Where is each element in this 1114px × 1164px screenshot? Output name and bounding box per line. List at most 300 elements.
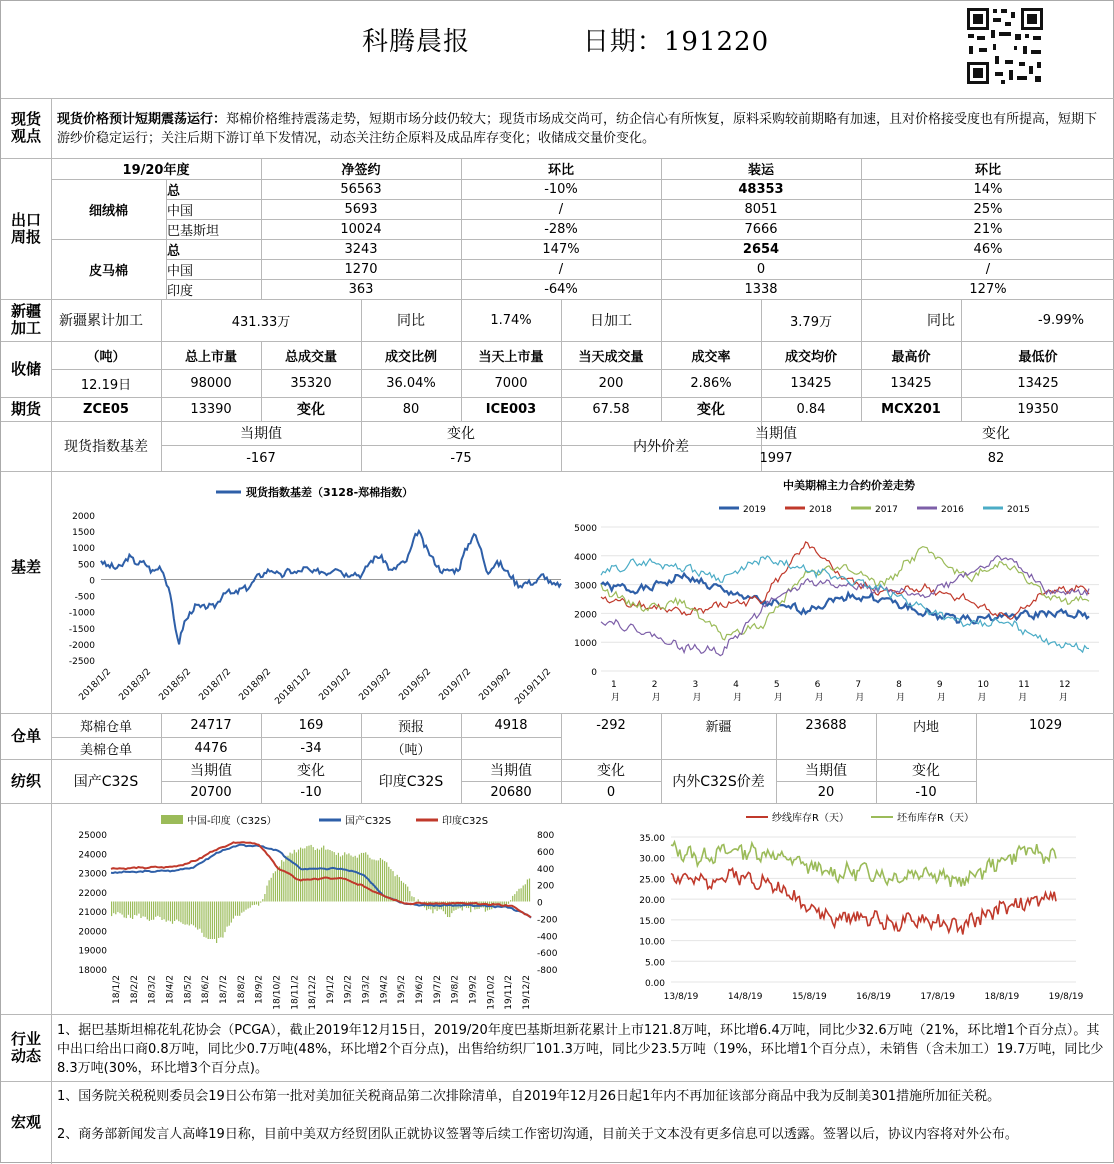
export-shipment: 48353 bbox=[661, 179, 861, 199]
chart3-ytick-right: -400 bbox=[537, 932, 558, 942]
chart3-xtick: 19/9/2 bbox=[469, 975, 479, 1004]
export-shipment: 7666 bbox=[661, 219, 861, 239]
section-industry: 行业 动态 bbox=[1, 1014, 51, 1081]
chart3-bar bbox=[130, 902, 131, 918]
chart3-bar bbox=[151, 902, 152, 920]
chart3-xtick: 19/12/2 bbox=[522, 975, 532, 1010]
export-shipment: 0 bbox=[661, 259, 861, 279]
chart4-xtick: 16/8/19 bbox=[856, 992, 891, 1002]
chart3-bar bbox=[237, 902, 238, 916]
chart3-bar bbox=[390, 869, 391, 901]
chart4-ytick: 25.00 bbox=[639, 875, 665, 885]
chart3-bar bbox=[157, 902, 158, 916]
chart3-bar bbox=[172, 902, 173, 924]
chart3-bar bbox=[199, 902, 200, 929]
chart3-bar bbox=[359, 855, 360, 902]
basis-cur-value: -167 bbox=[161, 445, 361, 471]
export-ship-chg: 25% bbox=[861, 199, 1114, 219]
chart3-bar bbox=[136, 902, 137, 916]
chart3-xtick: 18/2/2 bbox=[130, 975, 140, 1004]
chart1-xtick: 2019/3/2 bbox=[357, 667, 393, 703]
export-header-0: 19/20年度 bbox=[51, 158, 261, 179]
chart2-legend-label: 2019 bbox=[743, 505, 766, 515]
futures-zce-change: 80 bbox=[361, 397, 461, 421]
chart2-ytick: 4000 bbox=[574, 553, 597, 563]
chart1-xtick: 2019/5/2 bbox=[397, 667, 433, 703]
chart3-ytick-left: 22000 bbox=[78, 889, 107, 899]
spin-spread-chg-label: 变化 bbox=[876, 759, 976, 781]
chart3-bar bbox=[134, 902, 135, 916]
chart2-xtick-unit: 月 bbox=[896, 692, 905, 703]
chart3-ytick-right: 200 bbox=[537, 882, 554, 892]
chart3-bar bbox=[407, 887, 408, 902]
chart2-xtick-num: 12 bbox=[1059, 680, 1070, 690]
chart1-legend-label: 现货指数基差（3128-郑棉指数） bbox=[245, 485, 413, 499]
chart3-bar bbox=[170, 902, 171, 922]
qr-code bbox=[965, 6, 1045, 86]
chart4-ytick: 5.00 bbox=[645, 958, 665, 968]
chart3-bar bbox=[313, 847, 314, 901]
chart3-ytick-left: 19000 bbox=[78, 947, 107, 957]
chart3-bar bbox=[147, 902, 148, 920]
section-warrant: 仓单 bbox=[1, 713, 51, 759]
chart3-ytick-right: -800 bbox=[537, 966, 558, 976]
chart3-bar bbox=[245, 902, 246, 910]
chart1-series-line bbox=[101, 531, 561, 645]
chart1-ytick: 2000 bbox=[72, 512, 95, 522]
export-net-chg: / bbox=[461, 199, 661, 219]
chart3-bar bbox=[222, 902, 223, 938]
export-net-chg: -28% bbox=[461, 219, 661, 239]
chart3-bar bbox=[348, 853, 349, 901]
export-group-name: 细绒棉 bbox=[51, 179, 166, 239]
chart2-legend-label: 2015 bbox=[1007, 505, 1030, 515]
chart1-xtick: 2019/11/2 bbox=[513, 667, 553, 707]
chart3-bar bbox=[311, 845, 312, 902]
chart3-bar bbox=[371, 859, 372, 901]
export-net-chg: / bbox=[461, 259, 661, 279]
spread-cur-label: 当期值 bbox=[661, 421, 891, 445]
chart3-xtick: 19/7/2 bbox=[433, 975, 443, 1004]
chart2-xtick-num: 7 bbox=[855, 680, 861, 690]
xj-yoy2-label: 同比 bbox=[861, 299, 1021, 341]
chart3-bar bbox=[353, 857, 354, 902]
chart4-ytick: 20.00 bbox=[639, 896, 665, 906]
chart3-bar bbox=[283, 862, 284, 902]
chart3-bar bbox=[416, 901, 417, 902]
chart3-bar bbox=[523, 886, 524, 902]
chart1-ytick: -2500 bbox=[69, 657, 95, 667]
chart3-bar bbox=[210, 902, 211, 940]
chart3-bar bbox=[392, 871, 393, 901]
chart2-ytick: 1000 bbox=[574, 639, 597, 649]
spot-view-headline: 现货价格预计短期震荡运行： bbox=[57, 112, 226, 127]
chart3-bar bbox=[294, 850, 295, 902]
storage-header-7: 成交均价 bbox=[761, 341, 861, 369]
chart3-xtick: 19/3/2 bbox=[362, 975, 372, 1004]
chart3-bar bbox=[271, 878, 272, 902]
chart3-bar bbox=[321, 848, 322, 902]
chart2-legend-label: 2017 bbox=[875, 505, 898, 515]
chart3-bar bbox=[191, 902, 192, 925]
yarn-price-chart bbox=[71, 807, 581, 1013]
chart4-legend-label: 纱线库存R（天） bbox=[772, 811, 849, 824]
chart3-bar bbox=[411, 896, 412, 901]
chart3-bar bbox=[122, 902, 123, 915]
chart3-bar bbox=[117, 902, 118, 913]
chart1-xtick: 2019/9/2 bbox=[477, 667, 513, 703]
chart1-ytick: 1000 bbox=[72, 544, 95, 554]
chart3-bar bbox=[332, 851, 333, 901]
chart3-bar bbox=[187, 902, 188, 925]
export-row-label: 总 bbox=[167, 239, 261, 259]
chart1-ytick: 0 bbox=[89, 576, 95, 586]
storage-value-5: 200 bbox=[561, 369, 661, 397]
storage-header-1: 总上市量 bbox=[161, 341, 261, 369]
chart3-xtick: 18/9/2 bbox=[255, 975, 265, 1004]
chart2-xtick-num: 4 bbox=[733, 680, 739, 690]
export-shipment: 8051 bbox=[661, 199, 861, 219]
section-spot: 现货 观点 bbox=[1, 98, 51, 158]
spread-label: 内外价差 bbox=[561, 421, 761, 471]
chart3-bar bbox=[521, 888, 522, 901]
chart4-xtick: 19/8/19 bbox=[1049, 992, 1084, 1002]
chart2-xtick-num: 5 bbox=[774, 680, 780, 690]
chart3-bar bbox=[418, 899, 419, 901]
chart3-xtick: 18/1/2 bbox=[112, 975, 122, 1004]
chart4-ytick: 35.00 bbox=[639, 834, 665, 844]
chart3-bar bbox=[143, 902, 144, 917]
chart3-bar bbox=[128, 902, 129, 915]
chart3-bar bbox=[113, 902, 114, 914]
chart3-bar bbox=[203, 902, 204, 937]
export-row-label: 中国 bbox=[167, 259, 261, 279]
chart3-bar bbox=[216, 902, 217, 944]
chart3-bar bbox=[185, 902, 186, 925]
chart3-bar bbox=[413, 897, 414, 901]
storage-header-9: 最低价 bbox=[961, 341, 1114, 369]
chart3-bar bbox=[227, 902, 228, 927]
futures-ice-code: ICE003 bbox=[461, 397, 561, 421]
chart3-bar bbox=[168, 902, 169, 921]
chart3-bar bbox=[264, 894, 265, 902]
chart3-bar bbox=[317, 849, 318, 902]
chart3-xtick: 19/4/2 bbox=[379, 975, 389, 1004]
chart3-legend-label: 中国-印度（C32S） bbox=[187, 814, 277, 827]
chart3-ytick-left: 20000 bbox=[78, 927, 107, 937]
chart3-ytick-left: 24000 bbox=[78, 850, 107, 860]
chart3-bar bbox=[388, 867, 389, 902]
chart1-ytick: 1500 bbox=[72, 528, 95, 538]
chart3-bar bbox=[300, 848, 301, 902]
chart3-bar bbox=[273, 873, 274, 901]
storage-value-1: 98000 bbox=[161, 369, 261, 397]
chart3-bar bbox=[197, 902, 198, 930]
export-ship-chg: / bbox=[861, 259, 1114, 279]
chart3-bar bbox=[214, 902, 215, 940]
chart3-xtick: 18/11/2 bbox=[290, 975, 300, 1010]
xj-yoy-label: 同比 bbox=[361, 299, 461, 341]
export-net-sign: 56563 bbox=[261, 179, 461, 199]
chart3-xtick: 18/10/2 bbox=[272, 975, 282, 1010]
chart2-xtick-unit: 月 bbox=[774, 692, 783, 703]
chart3-bar bbox=[132, 902, 133, 920]
chart3-bar bbox=[233, 902, 234, 919]
chart4-legend-label: 坯布库存R（天） bbox=[897, 811, 974, 824]
chart3-bar bbox=[374, 860, 375, 902]
chart3-bar bbox=[502, 902, 503, 906]
chart3-bar bbox=[111, 902, 112, 917]
chart1-ytick: -1500 bbox=[69, 625, 95, 635]
chart3-bar bbox=[518, 889, 519, 902]
chart3-bar bbox=[401, 881, 402, 902]
chart4-xtick: 13/8/19 bbox=[664, 992, 699, 1002]
chart3-bar bbox=[208, 902, 209, 940]
chart3-ytick-right: 800 bbox=[537, 831, 554, 841]
chart3-bar bbox=[315, 850, 316, 902]
chart3-bar bbox=[201, 902, 202, 933]
futures-mcx-code: MCX201 bbox=[861, 397, 961, 421]
export-ship-chg: 46% bbox=[861, 239, 1114, 259]
storage-header-8: 最高价 bbox=[861, 341, 961, 369]
warrant-r1-4: 4918 bbox=[461, 713, 561, 737]
basis-chart bbox=[56, 475, 566, 711]
chart2-ytick: 3000 bbox=[574, 582, 597, 592]
chart3-bar bbox=[239, 902, 240, 916]
storage-header-5: 当天成交量 bbox=[561, 341, 661, 369]
storage-header-6: 成交率 bbox=[661, 341, 761, 369]
storage-value-2: 35320 bbox=[261, 369, 361, 397]
warrant-r1-1: 24717 bbox=[161, 713, 261, 737]
chart3-xtick: 18/12/2 bbox=[308, 975, 318, 1010]
chart2-xtick-unit: 月 bbox=[1059, 692, 1068, 703]
chart4-ytick: 10.00 bbox=[639, 938, 665, 948]
chart3-bar bbox=[344, 852, 345, 901]
chart3-bar bbox=[516, 891, 517, 901]
chart3-bar bbox=[325, 850, 326, 902]
section-spinning: 纺织 bbox=[1, 759, 51, 803]
chart3-bar bbox=[269, 880, 270, 901]
spin-india-cur: 20680 bbox=[461, 781, 561, 803]
export-net-sign: 3243 bbox=[261, 239, 461, 259]
chart4-series-line-1 bbox=[671, 842, 1056, 887]
chart3-xtick: 18/8/2 bbox=[237, 975, 247, 1004]
chart3-xtick: 19/10/2 bbox=[486, 975, 496, 1010]
chart2-xtick-unit: 月 bbox=[652, 692, 661, 703]
chart3-bar bbox=[329, 850, 330, 902]
chart2-series-line-2017 bbox=[601, 547, 1089, 640]
chart2-xtick-unit: 月 bbox=[937, 692, 946, 703]
chart3-bar bbox=[346, 854, 347, 901]
spin-spread-cur-label: 当期值 bbox=[776, 759, 876, 781]
spin-india-chg: 0 bbox=[561, 781, 661, 803]
warrant-r2-1: 4476 bbox=[161, 737, 261, 759]
export-header-3: 装运 bbox=[661, 158, 861, 179]
industry-text: 1、据巴基斯坦棉花轧花协会（PCGA），截止2019年12月15日，2019/20年度巴基斯坦新花累计上市121.8万吨，环比增6.4万吨，同比少32.6万吨（21%，环比增1个百分点）。其中出口给出口商0.8万吨，同比少0.7万吨(48%，环比增2个百分点)，出售给纺织厂101.3万吨，同比少23.5万吨（19%，环比增1个百分点），未销售（含未加工）19.7万吨，同比少8.3万吨(30%，环比增3个百分点)。 bbox=[57, 1021, 1109, 1078]
chart3-xtick: 19/8/2 bbox=[451, 975, 461, 1004]
chart2-series-line-2016 bbox=[601, 556, 1089, 656]
chart3-bar bbox=[529, 879, 530, 902]
chart3-bar bbox=[405, 884, 406, 901]
warrant-r2-2: -34 bbox=[261, 737, 361, 759]
xj-daily: 3.79万 bbox=[661, 299, 961, 341]
chart2-xtick-num: 9 bbox=[937, 680, 943, 690]
warrant-r1-3: 预报 bbox=[361, 713, 461, 737]
chart3-ytick-right: -600 bbox=[537, 949, 558, 959]
chart3-ytick-left: 23000 bbox=[78, 870, 107, 880]
chart2-xtick-num: 6 bbox=[815, 680, 821, 690]
export-row-label: 印度 bbox=[167, 279, 261, 299]
chart3-xtick: 18/4/2 bbox=[165, 975, 175, 1004]
storage-value-3: 36.04% bbox=[361, 369, 461, 397]
chart2-xtick-num: 11 bbox=[1018, 680, 1029, 690]
chart1-xtick: 2018/3/2 bbox=[117, 667, 153, 703]
futures-zce-change-label: 变化 bbox=[261, 397, 361, 421]
section-basis: 基差 bbox=[1, 421, 51, 713]
chart1-ytick: -1000 bbox=[69, 609, 95, 619]
chart3-bar bbox=[182, 902, 183, 924]
export-header-4: 环比 bbox=[861, 158, 1114, 179]
storage-header-4: 当天上市量 bbox=[461, 341, 561, 369]
spin-spread-label: 内外C32S价差 bbox=[661, 759, 776, 803]
chart3-bar bbox=[212, 902, 213, 940]
futures-zce-value: 13390 bbox=[161, 397, 261, 421]
chart3-bar bbox=[180, 902, 181, 923]
export-net-sign: 363 bbox=[261, 279, 461, 299]
spread-cur-value: 1997 bbox=[661, 445, 891, 471]
warrant-r1-0: 郑棉仓单 bbox=[51, 713, 161, 737]
spot-view-body: 郑棉价格维持震荡走势，短期市场分歧仍较大；现货市场成交尚可，纺企信心有所恢复，原料采购较前期略有加速，且对价格接受度也有所提高，短期下游纱价稳定运行；关注后期下游订单下发情况，动态关注纺企原料及成品库存变化；收储成交量价变化。 bbox=[57, 112, 1097, 146]
chart3-bar bbox=[178, 902, 179, 922]
chart2-xtick-unit: 月 bbox=[1018, 692, 1027, 703]
chart2-xtick-num: 8 bbox=[896, 680, 902, 690]
chart4-ytick: 15.00 bbox=[639, 917, 665, 927]
chart3-bar bbox=[403, 883, 404, 902]
basis-index-label: 现货指数基差 bbox=[51, 421, 161, 471]
storage-header-2: 总成交量 bbox=[261, 341, 361, 369]
spread-chg-value: 82 bbox=[881, 445, 1111, 471]
chart4-ytick: 30.00 bbox=[639, 855, 665, 865]
chart3-bar bbox=[361, 853, 362, 902]
chart3-bar bbox=[126, 902, 127, 919]
chart3-bar bbox=[323, 846, 324, 902]
chart3-bar bbox=[298, 850, 299, 902]
chart3-bar bbox=[248, 902, 249, 909]
report-date: 日期：191220 bbox=[561, 19, 791, 59]
chart3-bar bbox=[525, 884, 526, 901]
chart1-xtick: 2018/7/2 bbox=[197, 667, 233, 703]
section-xinjiang: 新疆 加工 bbox=[1, 299, 51, 341]
chart2-ytick: 2000 bbox=[574, 610, 597, 620]
chart3-bar bbox=[296, 852, 297, 901]
storage-value-4: 7000 bbox=[461, 369, 561, 397]
xj-daily-label: 日加工 bbox=[561, 299, 661, 341]
chart3-bar bbox=[304, 848, 305, 901]
chart3-bar bbox=[166, 902, 167, 922]
chart3-bar bbox=[161, 902, 162, 921]
storage-value-0: 12.19日 bbox=[51, 369, 161, 397]
chart2-legend-label: 2016 bbox=[941, 505, 964, 515]
storage-value-8: 13425 bbox=[861, 369, 961, 397]
chart3-bar bbox=[378, 860, 379, 901]
chart2-xtick-unit: 月 bbox=[611, 692, 620, 703]
chart1-ytick: -500 bbox=[75, 593, 96, 603]
chart4-ytick: 0.00 bbox=[645, 979, 665, 989]
chart2-xtick-unit: 月 bbox=[815, 692, 824, 703]
chart3-bar bbox=[254, 902, 255, 905]
chart2-xtick-num: 3 bbox=[692, 680, 698, 690]
warrant-r1-8: 内地 bbox=[876, 713, 976, 737]
export-net-sign: 5693 bbox=[261, 199, 461, 219]
chart3-bars bbox=[111, 845, 530, 943]
spin-india-label: 印度C32S bbox=[361, 759, 461, 803]
export-shipment: 1338 bbox=[661, 279, 861, 299]
chart3-xtick: 18/6/2 bbox=[201, 975, 211, 1004]
chart3-bar bbox=[115, 902, 116, 915]
chart3-bar bbox=[195, 902, 196, 928]
chart3-bar bbox=[399, 877, 400, 901]
chart3-bar bbox=[504, 902, 505, 905]
chart3-xtick: 19/2/2 bbox=[344, 975, 354, 1004]
chart1-xtick: 2018/5/2 bbox=[157, 667, 193, 703]
export-ship-chg: 127% bbox=[861, 279, 1114, 299]
spin-india-chg-label: 变化 bbox=[561, 759, 661, 781]
export-group-name: 皮马棉 bbox=[51, 239, 166, 299]
futures-ice-change: 0.84 bbox=[761, 397, 861, 421]
chart3-ytick-left: 21000 bbox=[78, 908, 107, 918]
spin-domestic-cur: 20700 bbox=[161, 781, 261, 803]
chart3-bar bbox=[229, 902, 230, 926]
storage-value-6: 2.86% bbox=[661, 369, 761, 397]
chart3-bar bbox=[260, 902, 261, 903]
chart3-bar bbox=[510, 900, 511, 901]
chart3-bar bbox=[508, 902, 509, 904]
chart2-series-line-2019 bbox=[601, 574, 1089, 624]
chart3-ytick-left: 25000 bbox=[78, 831, 107, 841]
storage-header-0: （吨） bbox=[51, 341, 161, 369]
xj-value: 431.33万 bbox=[161, 299, 361, 341]
report-title: 科腾晨报 bbox=[301, 19, 531, 59]
chart3-bar bbox=[285, 856, 286, 902]
chart3-bar bbox=[224, 902, 225, 933]
chart3-bar bbox=[189, 902, 190, 926]
chart4-xtick: 15/8/19 bbox=[792, 992, 827, 1002]
chart3-bar bbox=[514, 894, 515, 901]
export-ship-chg: 14% bbox=[861, 179, 1114, 199]
basis-chg-label: 变化 bbox=[361, 421, 561, 445]
chart3-bar bbox=[155, 902, 156, 917]
chart3-bar bbox=[308, 846, 309, 902]
chart3-bar bbox=[350, 856, 351, 902]
macro-text-1: 1、国务院关税税则委员会19日公布第一批对美加征关税商品第二次排除清单，自2019年12月26日起1年内不再加征该部分商品中我为反制美301措施所加征关税。 bbox=[57, 1087, 1109, 1106]
warrant-r1-7: 23688 bbox=[776, 713, 876, 737]
export-net-sign: 10024 bbox=[261, 219, 461, 239]
chart2-xtick-num: 1 bbox=[611, 680, 617, 690]
section-macro: 宏观 bbox=[1, 1081, 51, 1164]
chart2-ytick: 0 bbox=[591, 668, 597, 678]
chart3-legend-swatch bbox=[161, 815, 183, 824]
chart3-bar bbox=[164, 902, 165, 920]
warrant-r2-0: 美棉仓单 bbox=[51, 737, 161, 759]
chart3-ytick-right: 600 bbox=[537, 848, 554, 858]
basis-chg-value: -75 bbox=[361, 445, 561, 471]
chart3-bar bbox=[334, 852, 335, 901]
chart3-bar bbox=[512, 896, 513, 902]
basis-cur-label: 当期值 bbox=[161, 421, 361, 445]
spin-domestic-chg: -10 bbox=[261, 781, 361, 803]
warrant-r1-5: -292 bbox=[561, 713, 661, 737]
chart3-ytick-left: 18000 bbox=[78, 966, 107, 976]
